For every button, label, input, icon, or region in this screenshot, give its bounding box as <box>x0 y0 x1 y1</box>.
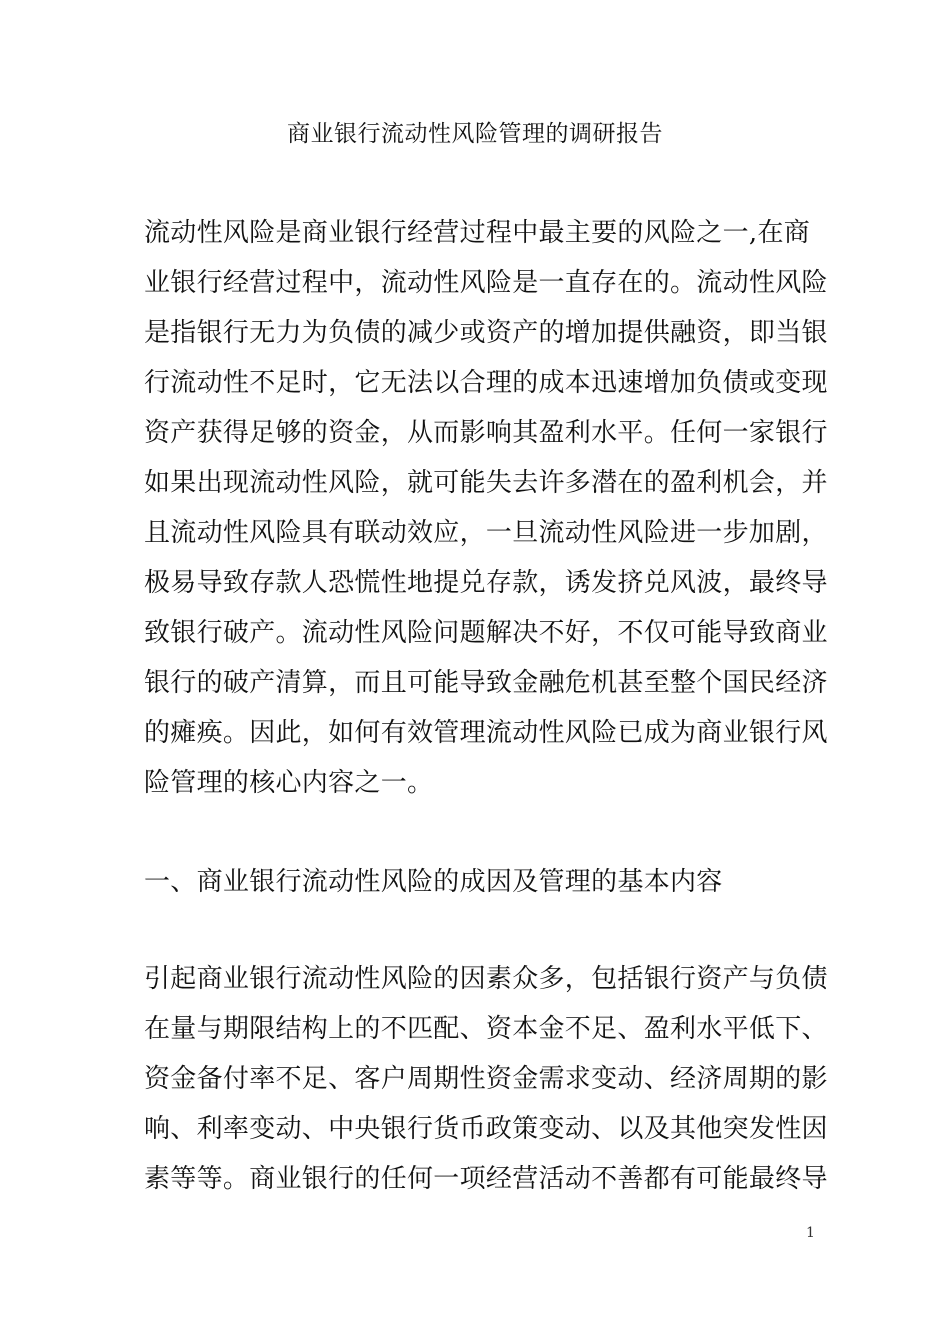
paragraph-intro <box>144 208 826 808</box>
text-line: 且流动性风险具有联动效应，一旦流动性风险进一步加剧， <box>144 518 828 548</box>
text-line: 素等等。商业银行的任何一项经营活动不善都有可能最终导 <box>144 1164 828 1194</box>
text-line: 极易导致存款人恐慌性地提兑存款，诱发挤兑风波，最终导 <box>144 568 828 598</box>
text-line: 资产获得足够的资金，从而影响其盈利水平。任何一家银行 <box>144 418 828 448</box>
text-line: 行流动性不足时，它无法以合理的成本迅速增加负债或变现 <box>144 368 828 398</box>
text-line: 引起商业银行流动性风险的因素众多，包括银行资产与负债 <box>144 964 828 994</box>
text-line: 响、利率变动、中央银行货币政策变动、以及其他突发性因 <box>144 1114 828 1144</box>
document-title: 商业银行流动性风险管理的调研报告 <box>287 121 663 147</box>
text-line: 如果出现流动性风险，就可能失去许多潜在的盈利机会，并 <box>144 468 828 498</box>
text-line: 资金备付率不足、客户周期性资金需求变动、经济周期的影 <box>144 1064 828 1094</box>
text-line: 在量与期限结构上的不匹配、资本金不足、盈利水平低下、 <box>144 1014 828 1044</box>
text-line: 是指银行无力为负债的减少或资产的增加提供融资，即当银 <box>144 318 828 348</box>
text-line: 业银行经营过程中，流动性风险是一直存在的。流动性风险 <box>144 268 828 298</box>
text-line: 银行的破产清算，而且可能导致金融危机甚至整个国民经济 <box>144 668 828 698</box>
page-number: 1 <box>806 1225 815 1241</box>
text-line: 致银行破产。流动性风险问题解决不好，不仅可能导致商业 <box>144 618 828 648</box>
paragraph-causes <box>144 954 826 1204</box>
section-heading: 一、商业银行流动性风险的成因及管理的基本内容 <box>144 867 723 897</box>
text-line: 险管理的核心内容之一。 <box>144 768 434 798</box>
text-line: 流动性风险是商业银行经营过程中最主要的风险之一,在商 <box>144 218 811 248</box>
text-line: 的瘫痪。因此，如何有效管理流动性风险已成为商业银行风 <box>144 718 828 748</box>
